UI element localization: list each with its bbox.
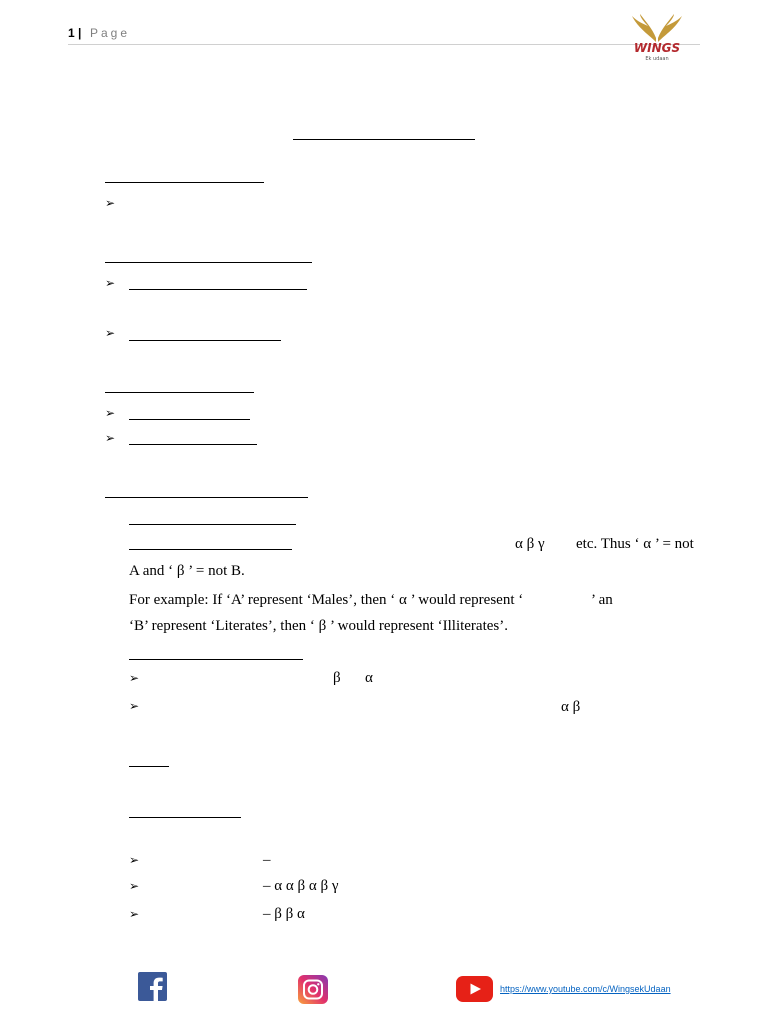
text-line: For example: If ‘A’ represent ‘Males’, then ‘ α ’ would represent ‘	[129, 592, 524, 608]
bullet-icon: ➢	[105, 196, 116, 210]
greek-symbol: β	[333, 670, 341, 686]
logo-subtext: Ek udaan	[645, 56, 669, 62]
bullet-icon: ➢	[129, 671, 140, 685]
bullet-icon: ➢	[129, 699, 140, 713]
subheading-underline	[129, 419, 250, 420]
subheading-underline	[129, 340, 281, 341]
header-rule	[68, 44, 700, 45]
greek-symbols: α β	[561, 699, 581, 715]
bullet-icon: ➢	[105, 276, 116, 290]
subheading-underline	[129, 444, 257, 445]
bullet-icon: ➢	[105, 406, 116, 420]
section-1-heading-underline	[105, 182, 264, 183]
subheading-underline	[129, 659, 303, 660]
subheading-underline	[129, 549, 292, 550]
youtube-icon[interactable]	[456, 976, 493, 1002]
dash: –	[263, 852, 271, 868]
page-label: Page	[90, 26, 131, 40]
bullet-icon: ➢	[105, 431, 116, 445]
subheading-underline	[129, 289, 307, 290]
subheading-underline	[129, 524, 296, 525]
subheading-underline	[129, 817, 241, 818]
title-underline	[293, 139, 475, 140]
greek-symbols: – β β α	[263, 906, 305, 922]
page-number: 1 |	[68, 26, 82, 40]
bullet-icon: ➢	[129, 853, 140, 867]
greek-symbols: – α α β α β γ	[263, 878, 339, 894]
bullet-icon: ➢	[105, 326, 116, 340]
text-line: ‘B’ represent ‘Literates’, then ‘ β ’ would represent ‘Illiterates’.	[129, 618, 508, 634]
section-3-heading-underline	[105, 392, 254, 393]
logo-text: WINGS	[633, 41, 681, 55]
section-2-heading-underline	[105, 262, 312, 263]
text-line: A and ‘ β ’ = not B.	[129, 563, 245, 579]
youtube-link[interactable]: https://www.youtube.com/c/WingsekUdaan	[500, 984, 671, 994]
text-line: ’ an	[591, 592, 613, 608]
subheading-underline	[129, 766, 169, 767]
text-line: etc. Thus ‘ α ’ = not	[576, 536, 694, 552]
greek-symbol: α	[365, 670, 373, 686]
greek-symbols: α β γ	[515, 536, 545, 552]
section-4-heading-underline	[105, 497, 308, 498]
facebook-icon[interactable]	[138, 972, 167, 1001]
bullet-icon: ➢	[129, 907, 140, 921]
wings-logo	[626, 12, 688, 64]
instagram-icon[interactable]	[298, 975, 328, 1004]
bullet-icon: ➢	[129, 879, 140, 893]
